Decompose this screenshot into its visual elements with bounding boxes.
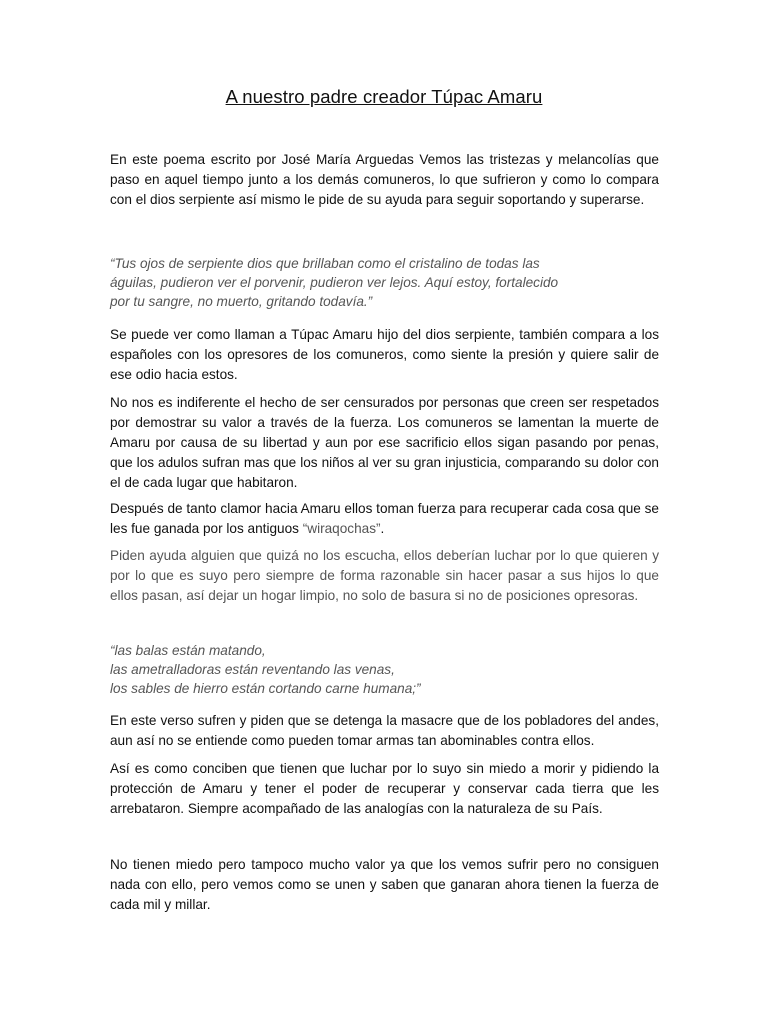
paragraph-help: Piden ayuda alguien que quizá no los escucha, ellos deberían luchar por lo que quieren y por lo que es suyo pero siempre de forma razonable sin hacer pasar a sus hijos lo que ellos pasan, así dejar un hogar limpio, no solo de basura si no de posiciones opresoras.: [110, 548, 659, 603]
quote-line: “las balas están matando,: [110, 643, 266, 658]
quote-line: las ametralladoras están reventando las venas,: [110, 662, 395, 677]
paragraph-censured: No nos es indiferente el hecho de ser censurados por personas que creen ser respetados por demostrar su valor a través de la fuerza. Los comuneros se lamentan la muerte de Amaru por causa de su libertad y aun por ese sacrificio ellos sigan pasando por penas, que los adulos sufran mas que los niños al ver su gran injusticia, comparando su dolor con el de cada lugar que habitaron.: [110, 395, 659, 490]
document-title: A nuestro padre creador Túpac Amaru: [225, 86, 543, 107]
paragraph-wiraqochas: [110, 499, 659, 539]
wiraqochas-term: “wiraqochas”: [302, 521, 381, 536]
paragraph-end: .: [380, 521, 385, 536]
paragraph-massacre: En este verso sufren y piden que se detenga la masacre que de los pobladores del andes, aun así no se entiende como pueden tomar armas tan abominables contra ellos.: [110, 713, 659, 748]
paragraph-intro: En este poema escrito por José María Arguedas Vemos las tristezas y melancolías que paso en aquel tiempo junto a los demás comuneros, lo que sufrieron y como lo compara con el dios serpiente así mismo le pide de su ayuda para seguir soportando y superarse.: [110, 152, 659, 207]
paragraph-struggle: Así es como conciben que tienen que luchar por lo suyo sin miedo a morir y pidiendo la protección de Amaru y tener el poder de recuperar y conservar cada tierra que les arrebataron. Siempre acompañado de las analogías con la naturaleza de su País.: [110, 761, 659, 816]
paragraph-conclusion: No tienen miedo pero tampoco mucho valor ya que los vemos sufrir pero no consiguen nada con ello, pero vemos como se unen y saben que ganaran ahora tienen la fuerza de cada mil y millar.: [110, 857, 659, 912]
quote-line: “Tus ojos de serpiente dios que brillaban como el cristalino de todas las: [110, 256, 540, 271]
quote-line: por tu sangre, no muerto, gritando todavía.”: [110, 294, 373, 309]
quote-bullets: [110, 641, 670, 698]
quote-line: águilas, pudieron ver el porvenir, pudieron ver lejos. Aquí estoy, fortalecido: [110, 275, 559, 290]
paragraph-serpent-son: Se puede ver como llaman a Túpac Amaru hijo del dios serpiente, también compara a los españoles con los opresores de los comuneros, como siente la presión y quiere salir de ese odio hacia estos.: [110, 327, 659, 382]
quote-serpent: [110, 254, 670, 311]
quote-line: los sables de hierro están cortando carne humana;”: [110, 681, 421, 696]
paragraph-text: Después de tanto clamor hacia Amaru ellos toman fuerza para recuperar cada cosa que se les fue ganada por los antiguos: [110, 501, 659, 536]
